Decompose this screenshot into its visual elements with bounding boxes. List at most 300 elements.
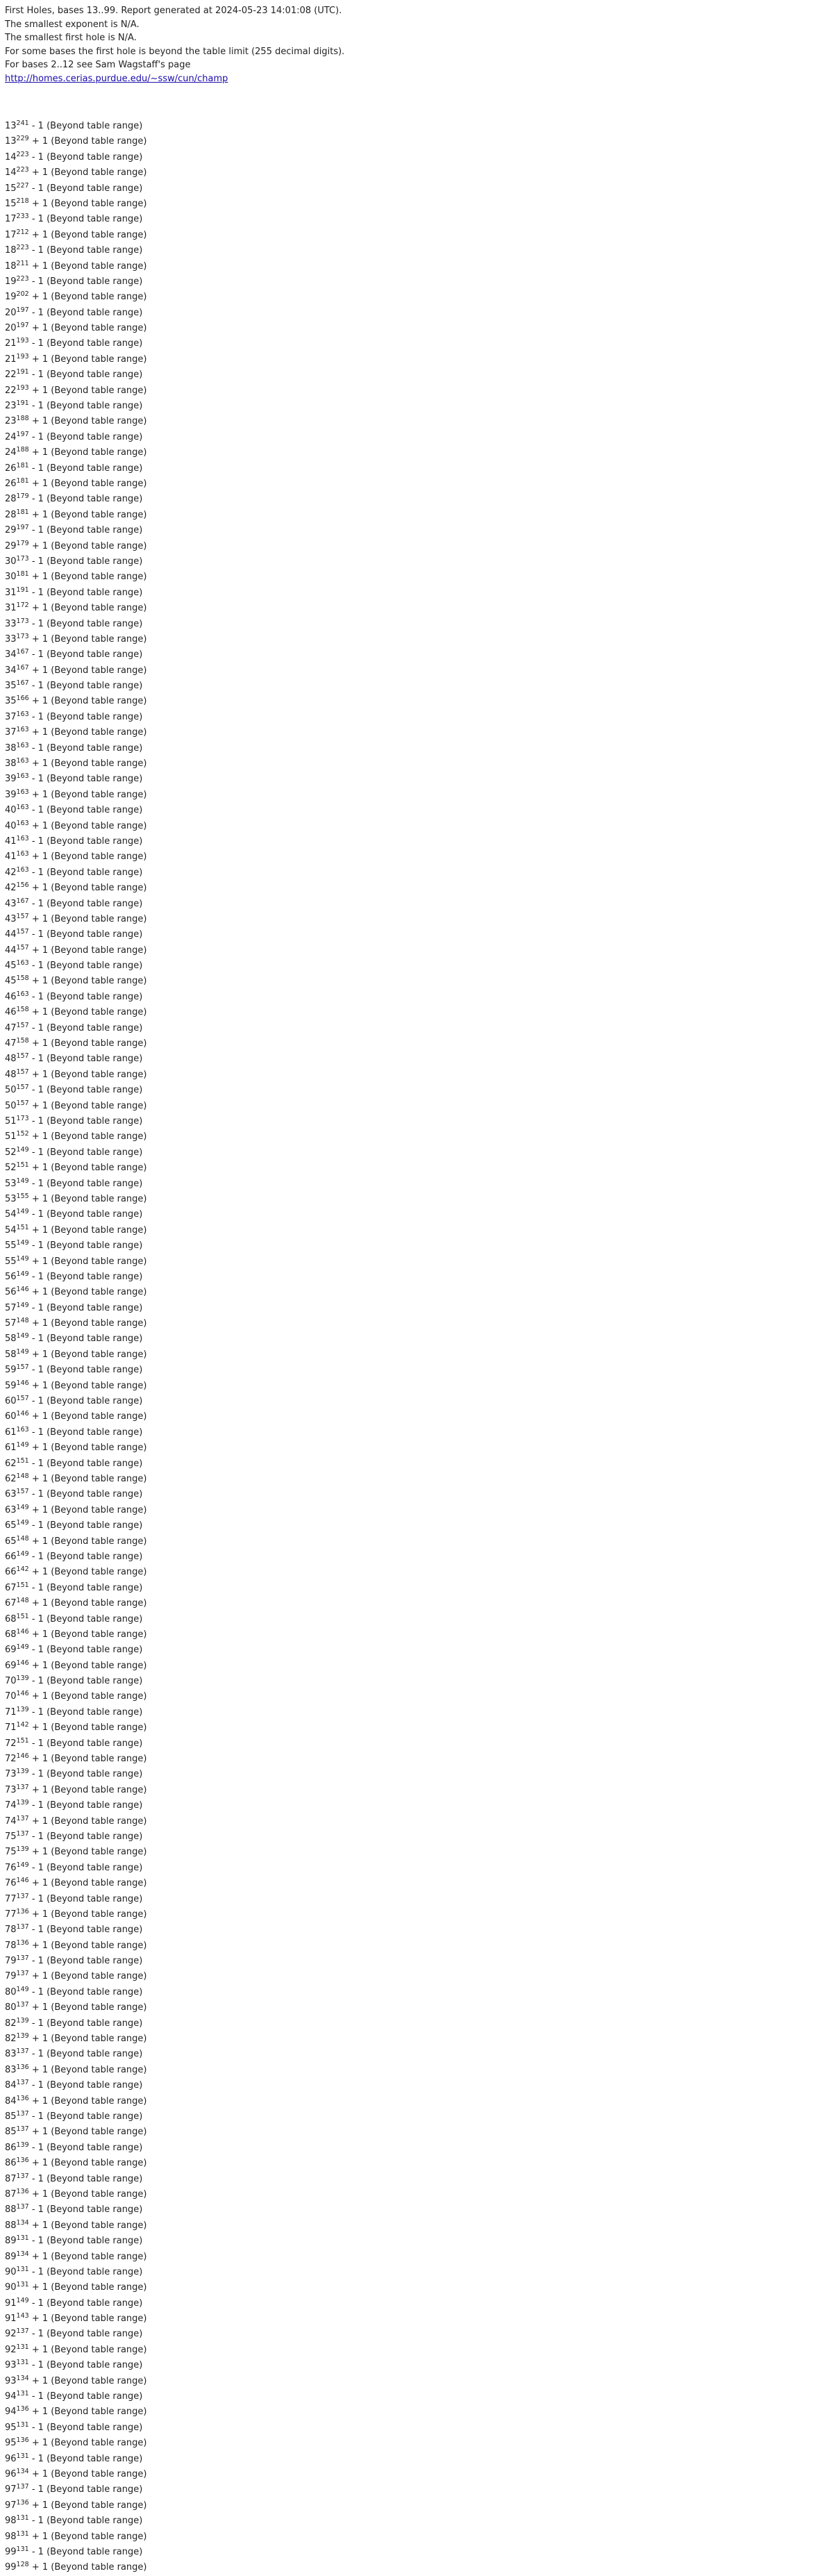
sign-symbol: + bbox=[31, 2220, 40, 2231]
base-value: 73 bbox=[5, 1784, 17, 1795]
sign-symbol: - bbox=[31, 121, 35, 131]
status-text: (Beyond table range) bbox=[51, 913, 147, 924]
list-item: $42^{156} + 1$ (Beyond table range) bbox=[5, 881, 147, 894]
status-text: (Beyond table range) bbox=[47, 245, 143, 256]
base-value: 41 bbox=[5, 851, 17, 863]
list-item: $46^{158} + 1$ (Beyond table range) bbox=[5, 1006, 147, 1018]
base-value: 67 bbox=[5, 1582, 17, 1593]
sign-symbol: + bbox=[31, 851, 40, 863]
list-item: $82^{139} - 1$ (Beyond table range) bbox=[5, 2016, 143, 2029]
exponent-value: 149 bbox=[16, 1332, 29, 1340]
sign-symbol: + bbox=[31, 603, 40, 614]
list-item: $57^{148} + 1$ (Beyond table range) bbox=[5, 1317, 147, 1329]
sign-symbol: - bbox=[31, 183, 35, 194]
base-value: 35 bbox=[5, 696, 17, 707]
base-value: 98 bbox=[5, 2531, 17, 2542]
base-value: 94 bbox=[5, 2391, 17, 2402]
sign-symbol: + bbox=[31, 789, 40, 800]
list-item: $54^{151} + 1$ (Beyond table range) bbox=[5, 1223, 147, 1236]
exponent-value: 163 bbox=[16, 788, 29, 796]
status-text: (Beyond table range) bbox=[51, 1069, 147, 1080]
exponent-value: 149 bbox=[16, 1643, 29, 1652]
list-item: $50^{157} - 1$ (Beyond table range) bbox=[5, 1083, 143, 1096]
status-text: (Beyond table range) bbox=[47, 2329, 143, 2340]
sign-symbol: + bbox=[31, 913, 40, 924]
sign-symbol: - bbox=[31, 151, 35, 163]
base-value: 38 bbox=[5, 758, 17, 770]
status-text: (Beyond table range) bbox=[47, 1956, 143, 1967]
exponent-value: 149 bbox=[16, 1441, 29, 1449]
sign-symbol: - bbox=[31, 961, 35, 972]
status-text: (Beyond table range) bbox=[51, 1504, 147, 1515]
exponent-value: 139 bbox=[16, 1799, 29, 1807]
base-value: 18 bbox=[5, 245, 17, 256]
exponent-value: 134 bbox=[16, 2467, 29, 2475]
sign-symbol: + bbox=[31, 2127, 40, 2138]
exponent-value: 163 bbox=[16, 772, 29, 781]
base-value: 74 bbox=[5, 1800, 17, 1811]
exponent-value: 157 bbox=[16, 1083, 29, 1092]
report-title: First Holes, bases 13..99. Report generated at 2024-05-23 14:01:08 (UTC). bbox=[5, 6, 342, 16]
exponent-value: 149 bbox=[16, 1208, 29, 1216]
exponent-value: 151 bbox=[16, 1223, 29, 1231]
base-value: 28 bbox=[5, 494, 17, 505]
base-value: 22 bbox=[5, 385, 17, 396]
list-item: $73^{137} + 1$ (Beyond table range) bbox=[5, 1783, 147, 1795]
sign-symbol: - bbox=[31, 1738, 35, 1749]
list-item: $43^{157} + 1$ (Beyond table range) bbox=[5, 912, 147, 924]
exponent-value: 149 bbox=[16, 1347, 29, 1356]
sign-symbol: + bbox=[31, 1598, 40, 1609]
list-item: $78^{136} + 1$ (Beyond table range) bbox=[5, 1938, 147, 1951]
status-text: (Beyond table range) bbox=[51, 945, 147, 956]
status-text: (Beyond table range) bbox=[47, 1302, 143, 1313]
status-text: (Beyond table range) bbox=[47, 1147, 143, 1158]
exponent-value: 131 bbox=[16, 2234, 29, 2243]
list-item: $40^{163} - 1$ (Beyond table range) bbox=[5, 804, 143, 816]
base-value: 65 bbox=[5, 1536, 17, 1547]
base-value: 83 bbox=[5, 2064, 17, 2075]
list-item: $65^{149} - 1$ (Beyond table range) bbox=[5, 1519, 143, 1531]
base-value: 76 bbox=[5, 1878, 17, 1889]
sign-symbol: + bbox=[31, 572, 40, 583]
base-value: 48 bbox=[5, 1054, 17, 1065]
list-item: $39^{163} - 1$ (Beyond table range) bbox=[5, 772, 143, 785]
exponent-value: 149 bbox=[16, 1254, 29, 1263]
exponent-value: 155 bbox=[16, 1192, 29, 1200]
base-value: 44 bbox=[5, 945, 17, 956]
sign-symbol: + bbox=[31, 198, 40, 209]
status-text: (Beyond table range) bbox=[51, 1940, 147, 1951]
sign-symbol: - bbox=[31, 2173, 35, 2184]
sign-symbol: - bbox=[31, 2018, 35, 2029]
status-text: (Beyond table range) bbox=[51, 1411, 147, 1422]
sign-symbol: + bbox=[31, 1878, 40, 1889]
base-value: 58 bbox=[5, 1333, 17, 1345]
base-value: 19 bbox=[5, 292, 17, 303]
list-item: $75^{137} - 1$ (Beyond table range) bbox=[5, 1829, 143, 1842]
list-item: $30^{173} - 1$ (Beyond table range) bbox=[5, 554, 143, 567]
list-item: $45^{163} - 1$ (Beyond table range) bbox=[5, 959, 143, 972]
list-item: $13^{241} - 1$ (Beyond table range) bbox=[5, 119, 143, 131]
sign-symbol: + bbox=[31, 2158, 40, 2169]
exponent-value: 212 bbox=[16, 228, 29, 236]
exponent-value: 137 bbox=[16, 2110, 29, 2118]
base-value: 74 bbox=[5, 1815, 17, 1827]
list-item: $89^{134} + 1$ (Beyond table range) bbox=[5, 2250, 147, 2262]
status-text: (Beyond table range) bbox=[51, 1909, 147, 1920]
exponent-value: 139 bbox=[16, 2016, 29, 2025]
sign-symbol: - bbox=[31, 2204, 35, 2216]
base-value: 88 bbox=[5, 2204, 17, 2216]
exponent-value: 146 bbox=[16, 1410, 29, 1418]
base-value: 82 bbox=[5, 2018, 17, 2029]
base-value: 95 bbox=[5, 2438, 17, 2449]
list-item: $78^{137} - 1$ (Beyond table range) bbox=[5, 1923, 143, 1936]
sign-symbol: + bbox=[31, 1443, 40, 1454]
sign-symbol: + bbox=[31, 696, 40, 707]
exponent-value: 157 bbox=[16, 943, 29, 952]
status-text: (Beyond table range) bbox=[47, 463, 143, 474]
exponent-value: 139 bbox=[16, 1845, 29, 1854]
sign-symbol: - bbox=[31, 2329, 35, 2340]
status-text: (Beyond table range) bbox=[47, 805, 143, 816]
status-text: (Beyond table range) bbox=[51, 1131, 147, 1142]
base-value: 52 bbox=[5, 1163, 17, 1174]
sign-symbol: - bbox=[31, 1645, 35, 1656]
base-value: 87 bbox=[5, 2188, 17, 2200]
exponent-value: 142 bbox=[16, 1565, 29, 1574]
sign-symbol: - bbox=[31, 1396, 35, 1407]
status-text: (Beyond table range) bbox=[51, 1629, 147, 1640]
status-text: (Beyond table range) bbox=[51, 1536, 147, 1547]
list-item: $82^{139} + 1$ (Beyond table range) bbox=[5, 2032, 147, 2045]
status-text: (Beyond table range) bbox=[47, 556, 143, 567]
status-text: (Beyond table range) bbox=[47, 1116, 143, 1127]
sign-symbol: + bbox=[31, 1038, 40, 1049]
status-text: (Beyond table range) bbox=[51, 260, 147, 272]
base-value: 54 bbox=[5, 1224, 17, 1236]
base-value: 89 bbox=[5, 2236, 17, 2247]
status-text: (Beyond table range) bbox=[51, 478, 147, 489]
status-text: (Beyond table range) bbox=[47, 2360, 143, 2371]
base-value: 28 bbox=[5, 509, 17, 520]
exponent-value: 172 bbox=[16, 601, 29, 610]
base-value: 56 bbox=[5, 1287, 17, 1298]
base-value: 35 bbox=[5, 681, 17, 692]
exponent-value: 148 bbox=[16, 1317, 29, 1325]
base-value: 85 bbox=[5, 2111, 17, 2122]
base-value: 79 bbox=[5, 1956, 17, 1967]
sign-symbol: + bbox=[31, 1815, 40, 1827]
sign-symbol: - bbox=[31, 1520, 35, 1531]
sign-symbol: - bbox=[31, 1054, 35, 1065]
list-item: $65^{148} + 1$ (Beyond table range) bbox=[5, 1534, 147, 1547]
exponent-value: 157 bbox=[16, 1052, 29, 1061]
status-text: (Beyond table range) bbox=[47, 1489, 143, 1500]
exponent-value: 191 bbox=[16, 399, 29, 408]
status-text: (Beyond table range) bbox=[51, 1691, 147, 1702]
sign-symbol: - bbox=[31, 2516, 35, 2527]
status-text: (Beyond table range) bbox=[51, 2468, 147, 2479]
exponent-value: 163 bbox=[16, 990, 29, 998]
exponent-value: 157 bbox=[16, 1395, 29, 1403]
holes-list bbox=[5, 119, 833, 2576]
list-item: $60^{157} - 1$ (Beyond table range) bbox=[5, 1395, 143, 1407]
base-value: 45 bbox=[5, 976, 17, 987]
exponent-value: 211 bbox=[16, 259, 29, 267]
base-value: 82 bbox=[5, 2034, 17, 2045]
wagstaff-link[interactable]: http://homes.cerias.purdue.edu/~ssw/cun/champ bbox=[5, 73, 228, 84]
base-value: 53 bbox=[5, 1193, 17, 1204]
list-item: $79^{137} - 1$ (Beyond table range) bbox=[5, 1954, 143, 1967]
exponent-value: 188 bbox=[16, 446, 29, 454]
sign-symbol: + bbox=[31, 1380, 40, 1391]
sign-symbol: + bbox=[31, 509, 40, 520]
base-value: 71 bbox=[5, 1722, 17, 1734]
status-text: (Beyond table range) bbox=[47, 1054, 143, 1065]
sign-symbol: - bbox=[31, 431, 35, 442]
exponent-value: 163 bbox=[16, 834, 29, 842]
exponent-value: 191 bbox=[16, 368, 29, 376]
list-item: $52^{151} + 1$ (Beyond table range) bbox=[5, 1161, 147, 1174]
sign-symbol: + bbox=[31, 2344, 40, 2355]
list-item: $94^{136} + 1$ (Beyond table range) bbox=[5, 2405, 147, 2418]
exponent-value: 131 bbox=[16, 2420, 29, 2429]
exponent-value: 136 bbox=[16, 2094, 29, 2102]
base-value: 61 bbox=[5, 1443, 17, 1454]
list-item: $53^{155} + 1$ (Beyond table range) bbox=[5, 1192, 147, 1204]
base-value: 84 bbox=[5, 2095, 17, 2106]
list-item: $84^{136} + 1$ (Beyond table range) bbox=[5, 2094, 147, 2106]
list-item: $44^{157} - 1$ (Beyond table range) bbox=[5, 928, 143, 940]
base-value: 72 bbox=[5, 1738, 17, 1749]
exponent-value: 197 bbox=[16, 322, 29, 330]
sign-symbol: + bbox=[31, 1256, 40, 1267]
list-item: $87^{136} + 1$ (Beyond table range) bbox=[5, 2187, 147, 2200]
sign-symbol: + bbox=[31, 229, 40, 240]
sign-symbol: - bbox=[31, 214, 35, 225]
list-item: $37^{163} - 1$ (Beyond table range) bbox=[5, 710, 143, 722]
status-text: (Beyond table range) bbox=[47, 1800, 143, 1811]
sign-symbol: - bbox=[31, 245, 35, 256]
sign-symbol: - bbox=[31, 276, 35, 287]
base-value: 55 bbox=[5, 1240, 17, 1252]
base-value: 70 bbox=[5, 1676, 17, 1687]
status-text: (Beyond table range) bbox=[51, 603, 147, 614]
exponent-value: 193 bbox=[16, 352, 29, 360]
sign-symbol: - bbox=[31, 1209, 35, 1220]
list-item: $37^{163} + 1$ (Beyond table range) bbox=[5, 726, 147, 738]
list-item: $53^{149} - 1$ (Beyond table range) bbox=[5, 1177, 143, 1189]
status-text: (Beyond table range) bbox=[47, 2297, 143, 2309]
sign-symbol: + bbox=[31, 2375, 40, 2386]
exponent-value: 163 bbox=[16, 726, 29, 734]
status-text: (Beyond table range) bbox=[47, 2391, 143, 2402]
status-text: (Beyond table range) bbox=[47, 1520, 143, 1531]
list-item: $97^{137} - 1$ (Beyond table range) bbox=[5, 2483, 143, 2495]
exponent-value: 163 bbox=[16, 959, 29, 967]
status-text: (Beyond table range) bbox=[51, 2158, 147, 2169]
sign-symbol: - bbox=[31, 1178, 35, 1189]
exponent-value: 137 bbox=[16, 2172, 29, 2180]
list-item: $41^{163} + 1$ (Beyond table range) bbox=[5, 850, 147, 863]
sign-symbol: - bbox=[31, 2297, 35, 2309]
sign-symbol: - bbox=[31, 1240, 35, 1252]
exponent-value: 191 bbox=[16, 585, 29, 594]
exponent-value: 131 bbox=[16, 2359, 29, 2367]
base-value: 93 bbox=[5, 2375, 17, 2386]
sign-symbol: + bbox=[31, 883, 40, 894]
status-text: (Beyond table range) bbox=[47, 1458, 143, 1469]
list-item: $86^{136} + 1$ (Beyond table range) bbox=[5, 2157, 147, 2169]
status-text: (Beyond table range) bbox=[51, 509, 147, 520]
exponent-value: 139 bbox=[16, 2032, 29, 2041]
smallest-exponent-text: The smallest exponent is N/A. bbox=[5, 19, 140, 30]
status-text: (Beyond table range) bbox=[47, 1085, 143, 1096]
status-text: (Beyond table range) bbox=[51, 354, 147, 365]
status-text: (Beyond table range) bbox=[47, 1240, 143, 1252]
exponent-value: 134 bbox=[16, 2218, 29, 2227]
list-item: $75^{139} + 1$ (Beyond table range) bbox=[5, 1845, 147, 1858]
sign-symbol: + bbox=[31, 1349, 40, 1360]
list-item: $93^{131} - 1$ (Beyond table range) bbox=[5, 2359, 143, 2371]
base-value: 69 bbox=[5, 1660, 17, 1671]
list-item: $69^{149} - 1$ (Beyond table range) bbox=[5, 1643, 143, 1656]
status-text: (Beyond table range) bbox=[51, 2344, 147, 2355]
sign-symbol: - bbox=[31, 1956, 35, 1967]
sign-symbol: - bbox=[31, 618, 35, 629]
exponent-value: 146 bbox=[16, 1659, 29, 1667]
list-item: $68^{146} + 1$ (Beyond table range) bbox=[5, 1627, 147, 1640]
status-text: (Beyond table range) bbox=[47, 1178, 143, 1189]
list-item: $72^{151} - 1$ (Beyond table range) bbox=[5, 1736, 143, 1749]
list-item: $87^{137} - 1$ (Beyond table range) bbox=[5, 2172, 143, 2184]
status-text: (Beyond table range) bbox=[51, 2220, 147, 2231]
list-item: $90^{131} + 1$ (Beyond table range) bbox=[5, 2281, 147, 2293]
list-item: $70^{139} - 1$ (Beyond table range) bbox=[5, 1675, 143, 1687]
status-text: (Beyond table range) bbox=[51, 2188, 147, 2200]
exponent-value: 136 bbox=[16, 1938, 29, 1947]
status-text: (Beyond table range) bbox=[51, 2313, 147, 2325]
sign-symbol: - bbox=[31, 1427, 35, 1438]
sign-symbol: - bbox=[31, 1116, 35, 1127]
list-item: $18^{223} - 1$ (Beyond table range) bbox=[5, 244, 143, 256]
list-item: $58^{149} - 1$ (Beyond table range) bbox=[5, 1332, 143, 1345]
status-text: (Beyond table range) bbox=[47, 2142, 143, 2153]
base-value: 70 bbox=[5, 1691, 17, 1702]
base-value: 80 bbox=[5, 1986, 17, 1997]
list-item: $45^{158} + 1$ (Beyond table range) bbox=[5, 974, 147, 987]
list-item: $61^{149} + 1$ (Beyond table range) bbox=[5, 1441, 147, 1454]
sign-symbol: + bbox=[31, 1722, 40, 1734]
exponent-value: 137 bbox=[16, 1814, 29, 1822]
exponent-value: 149 bbox=[16, 1503, 29, 1511]
exponent-value: 146 bbox=[16, 1379, 29, 1387]
status-text: (Beyond table range) bbox=[47, 1333, 143, 1345]
list-item: $23^{188} + 1$ (Beyond table range) bbox=[5, 415, 147, 427]
base-value: 59 bbox=[5, 1380, 17, 1391]
list-item: $96^{134} + 1$ (Beyond table range) bbox=[5, 2467, 147, 2479]
exponent-value: 137 bbox=[16, 2047, 29, 2056]
exponent-value: 173 bbox=[16, 1115, 29, 1122]
list-item: $44^{157} + 1$ (Beyond table range) bbox=[5, 943, 147, 956]
list-item: $19^{202} + 1$ (Beyond table range) bbox=[5, 290, 147, 303]
exponent-value: 137 bbox=[16, 2327, 29, 2336]
base-value: 39 bbox=[5, 774, 17, 785]
base-value: 90 bbox=[5, 2266, 17, 2277]
list-item: $17^{212} + 1$ (Beyond table range) bbox=[5, 228, 147, 240]
status-text: (Beyond table range) bbox=[47, 214, 143, 225]
base-value: 96 bbox=[5, 2453, 17, 2464]
status-text: (Beyond table range) bbox=[47, 2453, 143, 2464]
status-text: (Beyond table range) bbox=[47, 2516, 143, 2527]
list-item: $71^{142} + 1$ (Beyond table range) bbox=[5, 1721, 147, 1734]
exponent-value: 146 bbox=[16, 1752, 29, 1761]
status-text: (Beyond table range) bbox=[51, 1847, 147, 1858]
status-text: (Beyond table range) bbox=[47, 369, 143, 381]
status-text: (Beyond table range) bbox=[51, 1256, 147, 1267]
exponent-value: 137 bbox=[16, 2001, 29, 2009]
status-text: (Beyond table range) bbox=[47, 867, 143, 878]
exponent-value: 136 bbox=[16, 2405, 29, 2413]
base-value: 97 bbox=[5, 2500, 17, 2511]
list-item: $98^{131} + 1$ (Beyond table range) bbox=[5, 2529, 147, 2542]
list-item: $93^{134} + 1$ (Beyond table range) bbox=[5, 2374, 147, 2386]
sign-symbol: + bbox=[31, 2531, 40, 2542]
exponent-value: 136 bbox=[16, 2187, 29, 2195]
sign-symbol: + bbox=[31, 385, 40, 396]
status-text: (Beyond table range) bbox=[47, 742, 143, 754]
list-item: $56^{146} + 1$ (Beyond table range) bbox=[5, 1286, 147, 1298]
sign-symbol: + bbox=[31, 1754, 40, 1765]
list-item: $92^{131} + 1$ (Beyond table range) bbox=[5, 2343, 147, 2355]
base-value: 99 bbox=[5, 2546, 17, 2557]
status-text: (Beyond table range) bbox=[47, 183, 143, 194]
exponent-value: 148 bbox=[16, 1534, 29, 1543]
sign-symbol: + bbox=[31, 665, 40, 676]
base-value: 66 bbox=[5, 1551, 17, 1562]
status-text: (Beyond table range) bbox=[51, 167, 147, 178]
exponent-value: 197 bbox=[16, 430, 29, 438]
base-value: 83 bbox=[5, 2049, 17, 2060]
exponent-value: 146 bbox=[16, 1690, 29, 1698]
base-value: 33 bbox=[5, 633, 17, 645]
sign-symbol: - bbox=[31, 2236, 35, 2247]
exponent-value: 149 bbox=[16, 1145, 29, 1154]
list-item: $60^{146} + 1$ (Beyond table range) bbox=[5, 1410, 147, 1422]
exponent-value: 227 bbox=[16, 181, 29, 190]
sign-symbol: - bbox=[31, 338, 35, 349]
list-item: $41^{163} - 1$ (Beyond table range) bbox=[5, 834, 143, 847]
list-item: $19^{223} - 1$ (Beyond table range) bbox=[5, 274, 143, 287]
base-value: 26 bbox=[5, 463, 17, 474]
status-text: (Beyond table range) bbox=[51, 447, 147, 458]
status-text: (Beyond table range) bbox=[47, 1769, 143, 1780]
sign-symbol: + bbox=[31, 2500, 40, 2511]
sign-symbol: + bbox=[31, 1909, 40, 1920]
base-value: 30 bbox=[5, 572, 17, 583]
list-item: $92^{137} - 1$ (Beyond table range) bbox=[5, 2327, 143, 2340]
sign-symbol: - bbox=[31, 2391, 35, 2402]
exponent-value: 146 bbox=[16, 1627, 29, 1636]
sign-symbol: - bbox=[31, 1022, 35, 1033]
sign-symbol: + bbox=[31, 1971, 40, 1982]
status-text: (Beyond table range) bbox=[47, 1986, 143, 1997]
status-text: (Beyond table range) bbox=[51, 1193, 147, 1204]
base-value: 31 bbox=[5, 603, 17, 614]
status-text: (Beyond table range) bbox=[47, 649, 143, 660]
